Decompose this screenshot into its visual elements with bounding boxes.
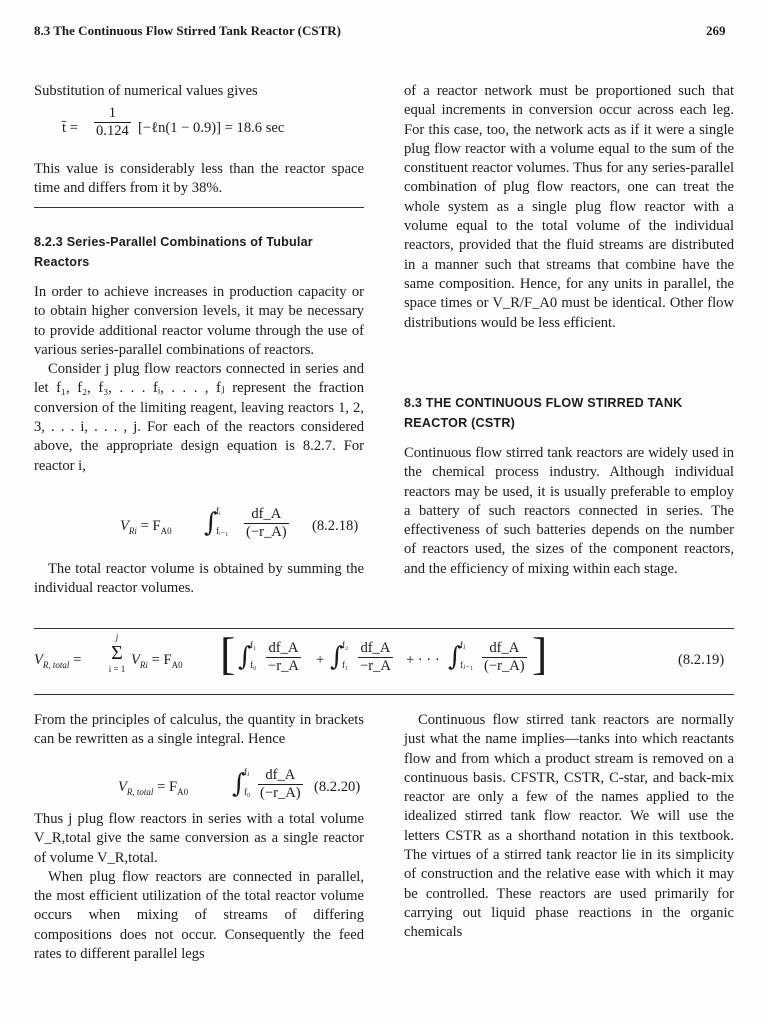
equation-tbar	[62, 105, 362, 155]
term-fraction: $\frac{df\_A}{-r\_A}$	[268, 640, 299, 674]
paragraph: Continuous flow stirred tank reactors are widely used in the chemical process industry. Although individual reactors may be used, it is usually preferable to employ a battery of such reactors connected in series. The effectiveness of such batteries depends on the number of reactors used, the sizes of the component reactors, and the efficiency of mixing within each stage.	[404, 445, 734, 577]
fraction-numerator: 1	[94, 105, 131, 123]
paragraph: In order to achieve increases in production capacity or to obtain higher conversion levels, it may be necessary to provide additional reactor volume through the use of various series-parallel combinations of reactors.	[34, 284, 364, 358]
fraction-denominator: (−r_A)	[246, 524, 287, 540]
eq-lhs: $V_{Ri} = F_{A0}$	[120, 518, 172, 536]
equation-8-2-20	[118, 763, 368, 813]
fraction-numerator: df_A	[244, 506, 289, 524]
paragraph: The total reactor volume is obtained by summing the individual reactor volumes.	[34, 561, 364, 597]
integral-sign: ∫	[330, 642, 344, 672]
ellipsis: + · · ·	[406, 652, 440, 668]
integral-limits: fⱼ fⱼ₋₁	[460, 640, 474, 670]
equation-rule-bottom	[34, 694, 734, 695]
bottom-left-p1	[34, 711, 364, 750]
integral-sign: ∫	[232, 769, 246, 799]
paragraph: When plug flow reactors are connected in parallel, the most efficient utilization of the total reactor volume occurs when mixing of streams of differing compositions does not occur. Consequently the feed rates to different parallel legs	[34, 868, 364, 963]
summation: j Σ i = 1	[108, 632, 126, 674]
paragraph: From the principles of calculus, the quantity in brackets can be rewritten as a single integral. Hence	[34, 712, 364, 748]
eq-lhs: $V_{R, total} = F_{A0}$	[118, 779, 189, 797]
paragraph: Substitution of numerical values gives	[34, 83, 258, 99]
equation-number: (8.2.18)	[312, 518, 359, 534]
bottom-left-body	[34, 810, 364, 964]
integral-sign: ∫	[238, 642, 252, 672]
fraction-denominator: 0.124	[96, 123, 129, 139]
equation-number: (8.2.19)	[678, 652, 725, 668]
integral-sign: ∫	[448, 642, 462, 672]
paragraph: This value is considerably less than the reactor space time and differs from it by 38%.	[34, 161, 364, 197]
left-bracket: [	[220, 628, 236, 679]
equation-fraction	[244, 506, 289, 541]
equation-rule-top	[34, 628, 734, 629]
paragraph: of a reactor network must be proportioned such that equal increments in conversion occur across each leg. For this case, too, the network acts as if it were a single plug flow reactor with a volume equal to the sum of the constituent reactor volumes. Thus for any series-parallel combination of plug flow reactors, one can treat the whole system as a single plug flow reactor with a volume equal to the total volume of the individual reactors, provided that the fluid streams are distributed in a manner such that streams that combine have the same composition. Hence, for any units in parallel, the space times or V_R/F_A0 must be identical. Other flow distributions would be less efficient.	[404, 83, 734, 331]
equation-number: (8.2.20)	[314, 779, 361, 795]
eq-lhs: $V_{R, total}$ =	[34, 652, 82, 670]
integral-sign: ∫	[204, 508, 218, 538]
equation-body: [−ℓn(1 − 0.9)] = 18.6 sec	[138, 120, 285, 136]
integral-limits: fⱼ f₀	[244, 767, 251, 797]
page-number: 269	[706, 23, 726, 38]
equation-fraction	[94, 105, 131, 140]
term-fraction: $\frac{df\_A}{(-r\_A)}$	[484, 640, 525, 674]
left-column-body	[34, 283, 364, 476]
right-column-body	[404, 444, 734, 579]
plus: +	[316, 652, 325, 668]
bottom-right-body	[404, 711, 734, 943]
equation-8-2-18	[120, 500, 365, 554]
section-heading-8-3: 8.3 THE CONTINUOUS FLOW STIRRED TANK REACTOR (CSTR)	[404, 396, 683, 430]
paragraph: Consider j plug flow reactors connected in series and let f₁, f₂, f₃, . . . fᵢ, . . . , fⱼ represent the fraction conversion of the limiting reagent, leaving reactors 1, 2, 3, . . . i, . . . , j. For each of the reactors considered above, the appropriate design equation is 8.2.7. For reactor i,	[34, 361, 364, 474]
eq-vri: $V_{Ri} = F_{A0}$	[131, 652, 183, 670]
integral-limits: f₁ f₀	[250, 640, 257, 670]
left-column-p5	[34, 560, 364, 599]
section-heading-8-2-3: 8.2.3 Series-Parallel Combinations of Tubular Reactors	[34, 235, 313, 269]
term-fraction: $\frac{df\_A}{-r\_A}$	[360, 640, 391, 674]
integral-limits: fᵢ fᵢ₋₁	[216, 506, 229, 536]
equation-lhs: t̄ =	[62, 120, 78, 136]
integral-limits: f₂ f₁	[342, 640, 349, 670]
equation-fraction: $\frac{df\_A}{(-r\_A)}$	[260, 767, 301, 801]
paragraph: Continuous flow stirred tank reactors are normally just what the name implies—tanks into which reactants flow and from which a product stream is removed on a continuous basis. CFSTR, CSTR, C-star, and back-mix reactor are only a few of the names applied to the idealized stirred tank flow reactor. We will use the letters CSTR as a shorthand notation in this textbook. The virtues of a stirred tank reactor lie in its simplicity of construction and the relative ease with which it may be controlled. These reactors are used primarily for carrying out liquid phase reactions in the organic chemicals	[404, 712, 734, 941]
left-column-top	[34, 82, 364, 101]
left-column-p2	[34, 160, 364, 199]
right-column-top	[404, 82, 734, 333]
equation-8-2-19	[34, 628, 734, 688]
right-bracket: ]	[532, 628, 548, 679]
running-title: 8.3 The Continuous Flow Stirred Tank Reactor (CSTR)	[34, 23, 341, 38]
paragraph: Thus j plug flow reactors in series with a total volume V_R,total give the same conversion as a single reactor of volume V_R,total.	[34, 811, 364, 866]
section-divider	[34, 207, 364, 208]
